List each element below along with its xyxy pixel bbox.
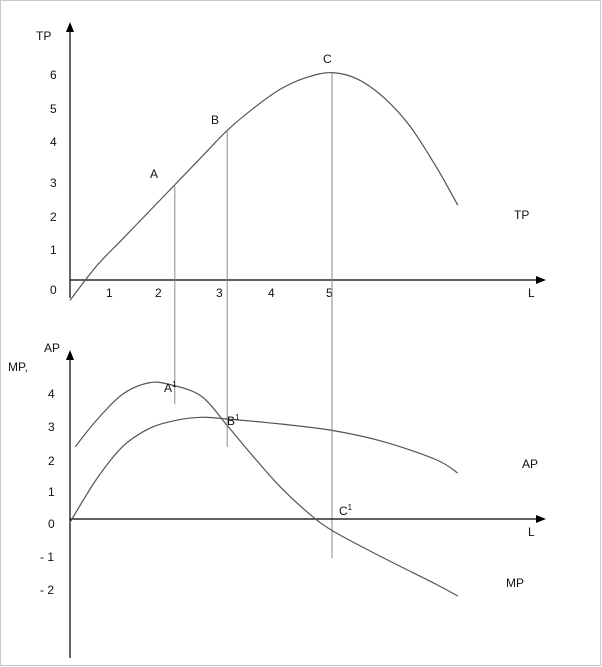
ap-mp-y-tick-label: - 1 <box>40 550 55 564</box>
ap-mp-y-tick-label: 4 <box>48 387 55 401</box>
ap-mp-y-axis-label-mp: MP, <box>8 360 28 374</box>
tp-y-tick-label: 2 <box>50 210 57 224</box>
point-label-c1-text: C <box>339 504 348 518</box>
tp-y-tick-label: 4 <box>50 135 57 149</box>
ap-mp-y-axis-label-ap: AP <box>44 341 61 355</box>
tp-x-tick-label: 2 <box>155 286 162 300</box>
tp-y-tick-label: 3 <box>50 176 57 190</box>
tp-y-axis-label: TP <box>36 29 52 43</box>
point-label-a1-text: A <box>164 381 173 395</box>
ap-mp-y-tick-label: 2 <box>48 454 55 468</box>
ap-mp-y-tick-label: - 2 <box>40 583 55 597</box>
tp-x-axis-label: L <box>528 286 535 300</box>
tp-x-tick-label: 4 <box>268 286 275 300</box>
tp-x-tick-label: 3 <box>216 286 223 300</box>
ap-curve-label: AP <box>522 457 539 471</box>
mp-curve-label: MP <box>506 576 524 590</box>
point-label-c: C <box>323 52 332 66</box>
point-label-b: B <box>211 113 220 127</box>
ap-mp-y-tick-label: 1 <box>48 485 55 499</box>
tp-origin-label: 0 <box>50 283 57 297</box>
point-label-b1-text: B <box>227 414 236 428</box>
ap-mp-x-axis-label: L <box>528 525 535 539</box>
tp-x-tick-label: 5 <box>326 286 333 300</box>
tp-y-tick-label: 1 <box>50 243 57 257</box>
ap-mp-y-tick-label: 3 <box>48 420 55 434</box>
tp-x-tick-label: 1 <box>106 286 113 300</box>
tp-y-tick-label: 5 <box>50 102 57 116</box>
figure-border <box>1 1 601 666</box>
point-label-a1-sup: 1 <box>172 380 177 389</box>
point-label-b1-sup: 1 <box>235 413 240 422</box>
tp-curve-label: TP <box>514 208 530 222</box>
point-label-c1-sup: 1 <box>347 503 353 512</box>
point-label-a: A <box>150 167 159 181</box>
ap-mp-y-tick-label: 0 <box>48 517 55 531</box>
tp-y-tick-label: 6 <box>50 68 57 82</box>
